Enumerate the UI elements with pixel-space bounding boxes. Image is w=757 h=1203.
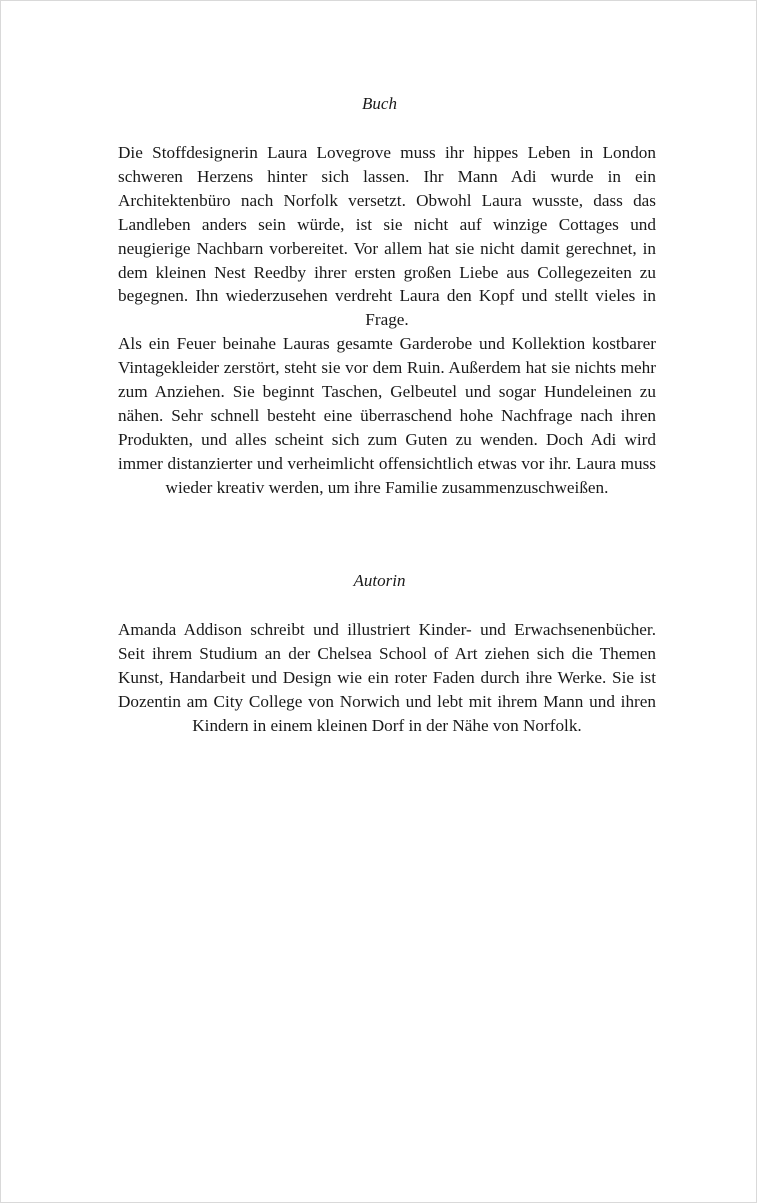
section-heading-buch: Buch (362, 94, 397, 113)
buch-text-block (118, 141, 656, 500)
buch-paragraph-2: Als ein Feuer beinahe Lauras gesamte Garderobe und Kollektion kostbarer Vintagekleider zerstört, steht sie vor dem Ruin. Außerdem hat sie nichts mehr zum Anziehen. Sie beginnt Taschen, Gelbeutel und sogar Hundeleinen zu nähen. Sehr schnell besteht eine überraschend hohe Nachfrage nach ihren Produkten, und alles scheint sich zum Guten zu wenden. Doch Adi wird immer distanzierter und verheimlicht offensichtlich etwas vor ihr. Laura muss wieder kreativ werden, um ihre Familie zusammenzuschweißen. (118, 334, 656, 497)
section-heading-autorin: Autorin (353, 571, 406, 590)
buch-paragraph-1: Die Stoffdesignerin Laura Lovegrove muss ihr hippes Leben in London schweren Herzens hinter sich lassen. Ihr Mann Adi wurde in ein Architektenbüro nach Norfolk versetzt. Obwohl Laura wusste, dass das Landleben anders sein würde, ist sie nicht auf winzige Cottages und neugierige Nachbarn vorbereitet. Vor allem hat sie nicht damit gerechnet, in dem kleinen Nest Reedby ihrer ersten großen Liebe aus Collegezeiten zu begegnen. Ihn wiederzusehen verdreht Laura den Kopf und stellt vieles in Frage. (118, 143, 656, 330)
autorin-paragraph-1: Amanda Addison schreibt und illustriert Kinder- und Erwachsenenbücher. Seit ihrem Studium an der Chelsea School of Art ziehen sich die Themen Kunst, Handarbeit und Design wie ein roter Faden durch ihre Werke. Sie ist Dozentin am City College von Norwich und lebt mit ihrem Mann und ihren Kindern in einem kleinen Dorf in der Nähe von Norfolk. (118, 620, 656, 735)
autorin-text-block (118, 618, 656, 738)
